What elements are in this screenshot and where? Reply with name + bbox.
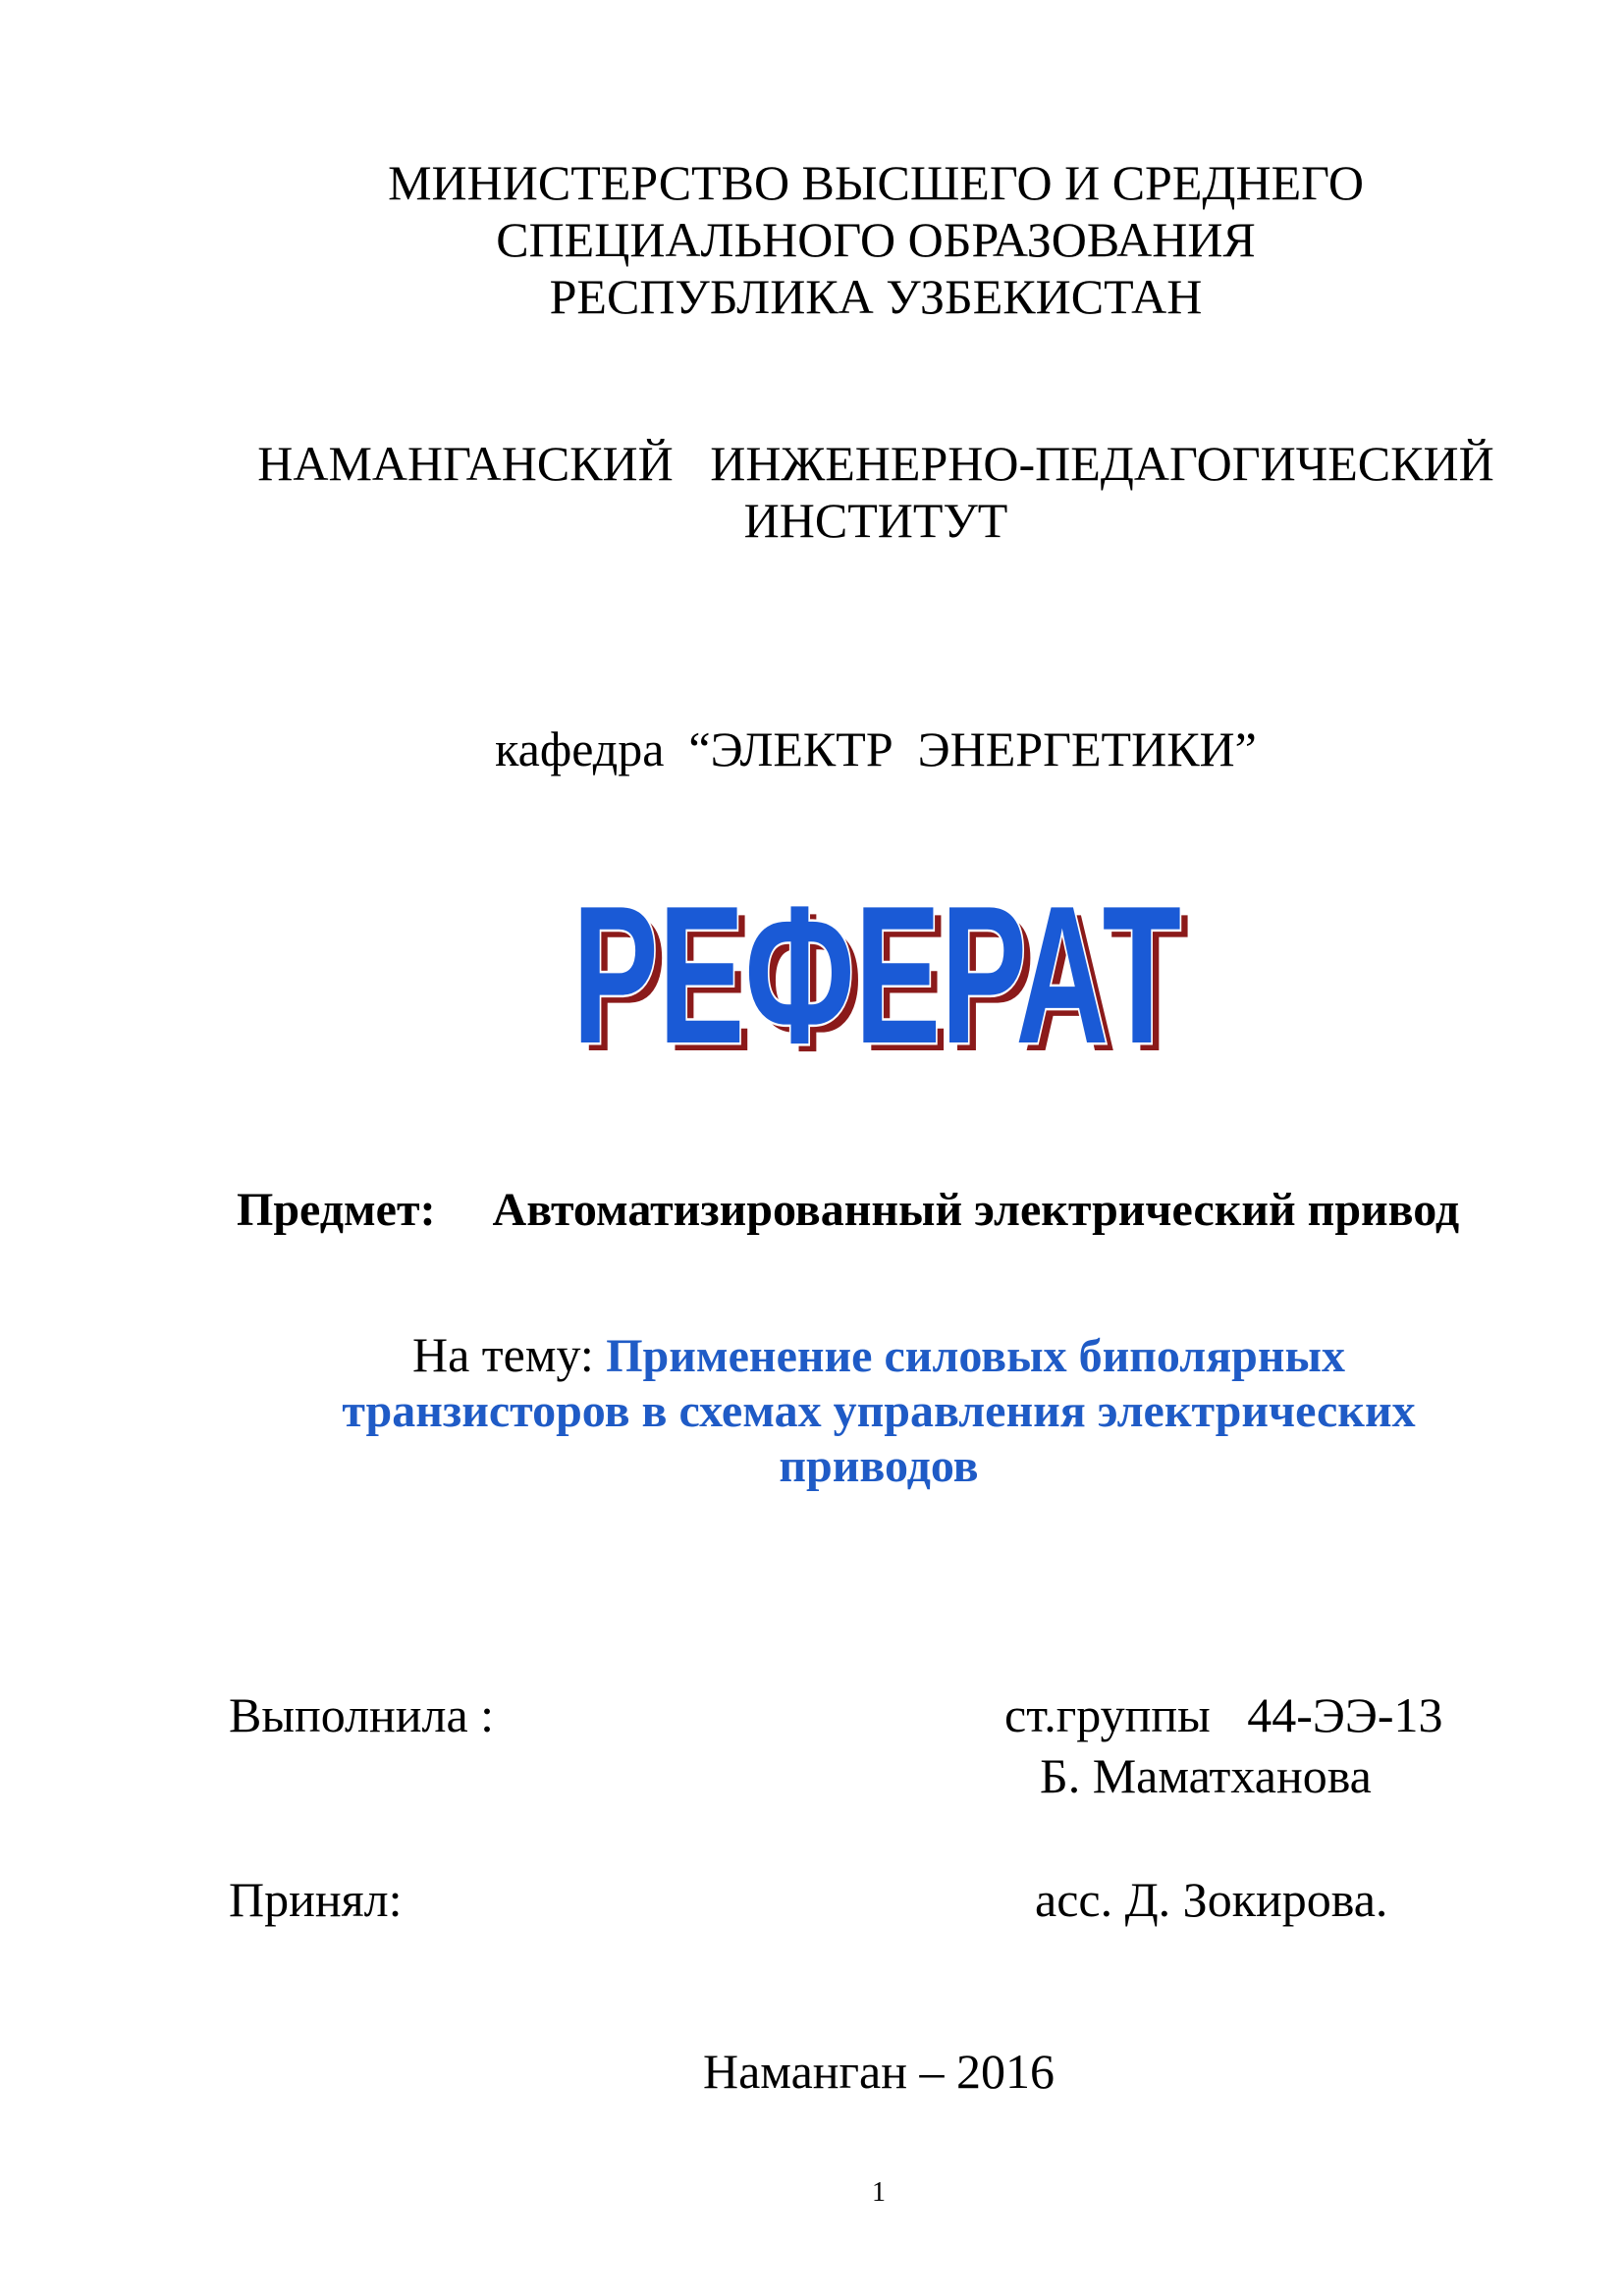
report-title-wordart: [555, 879, 1203, 1065]
ministry-line-1: МИНИСТЕРСТВО ВЫСШЕГО И СРЕДНЕГО: [388, 155, 1364, 210]
report-title: [0, 879, 1624, 1070]
subject-line: [237, 1182, 1611, 1239]
subject-value: Автоматизированный электрический привод: [492, 1184, 1460, 1236]
student-name: Б. Маматханова: [1040, 1748, 1372, 1803]
topic: [0, 1327, 1624, 1494]
page-number: 1: [872, 2177, 886, 2208]
teacher-name: асс. Д. Зокирова.: [1035, 1872, 1388, 1927]
ministry-line-3: РЕСПУБЛИКА УЗБЕКИСТАН: [549, 269, 1203, 324]
topic-line-2: транзисторов в схемах управления электрических: [342, 1385, 1416, 1437]
ministry-line-2: СПЕЦИАЛЬНОГО ОБРАЗОВАНИЯ: [496, 212, 1256, 267]
student-group: ст.группы 44-ЭЭ-13: [1004, 1687, 1443, 1742]
topic-label: На тему:: [412, 1327, 607, 1382]
performed-by-label: Выполнила :: [229, 1687, 495, 1742]
report-title-text: РЕФЕРАТ: [572, 879, 1181, 1065]
ministry-header: [0, 154, 1624, 325]
topic-line-1: Применение силовых биполярных: [606, 1330, 1345, 1382]
institute-line-2: ИНСТИТУТ: [743, 493, 1008, 548]
topic-line-3: приводов: [779, 1440, 979, 1492]
accepted-by-label: Принял:: [229, 1872, 403, 1927]
institute-line-1: НАМАНГАНСКИЙ ИНЖЕНЕРНО-ПЕДАГОГИЧЕСКИЙ: [257, 436, 1494, 491]
report-title-shadow: РЕФЕРАТ: [580, 879, 1189, 1065]
institute-header: [0, 435, 1624, 549]
department-name: кафедра “ЭЛЕКТР ЭНЕРГЕТИКИ”: [495, 721, 1257, 776]
subject-label: Предмет:: [237, 1184, 436, 1236]
city-year: Наманган – 2016: [702, 2044, 1055, 2099]
